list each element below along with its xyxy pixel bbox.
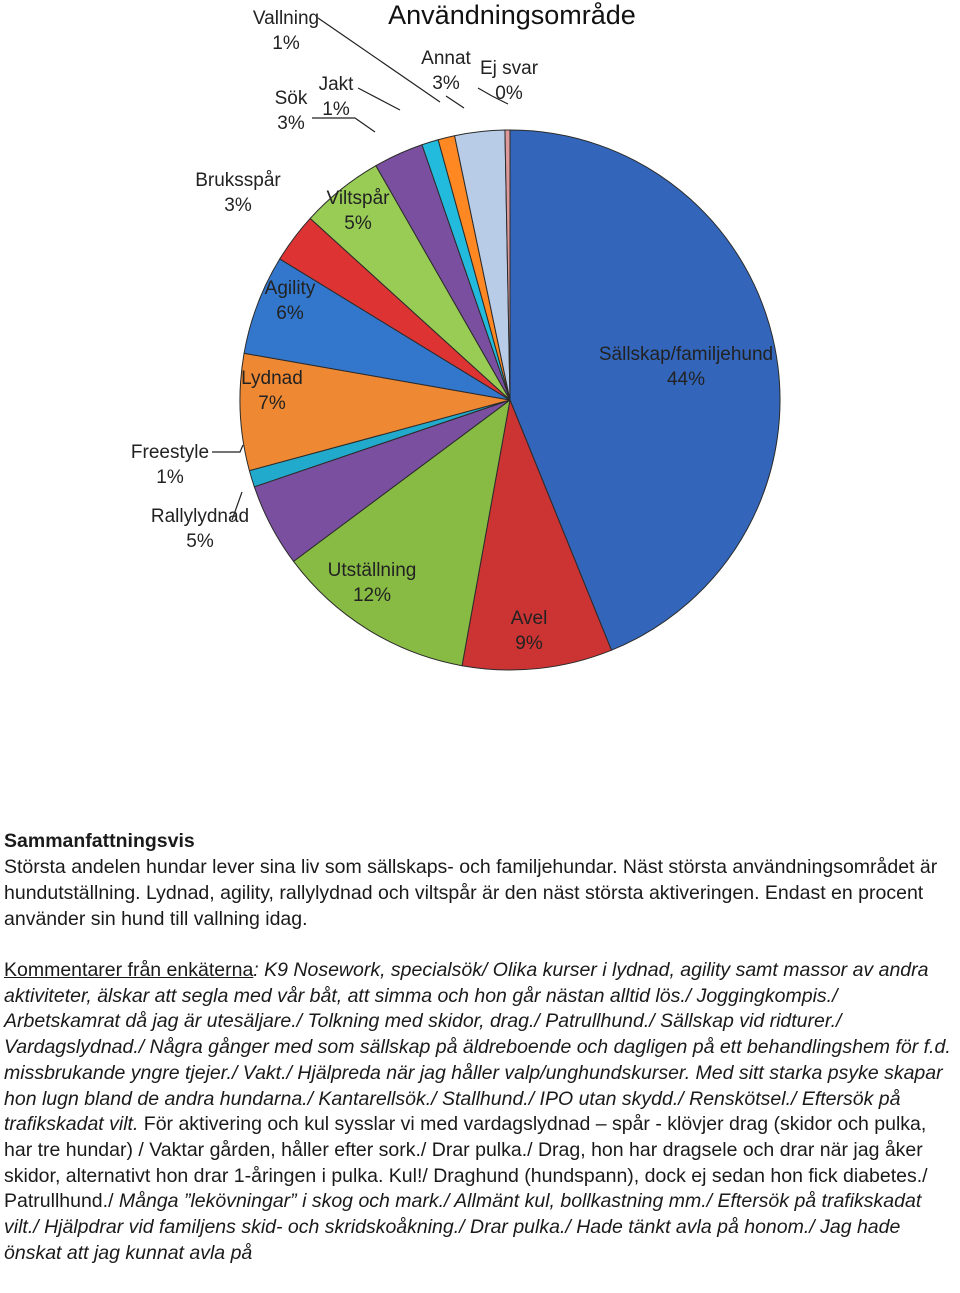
slice-value-label: 1% bbox=[156, 467, 184, 488]
comments-label: Kommentarer från enkäterna bbox=[4, 959, 254, 981]
slice-label: Avel bbox=[510, 608, 548, 629]
slice-value-label: 3% bbox=[224, 195, 252, 216]
summary-text: Största andelen hundar lever sina liv som sällskaps- och familjehundar. Näst största användningsområdet är hundutställning. Lydnad, agility, rallylydnad och viltspår är den näst största aktiveringen. Endast en procent använder sin hund till vallning idag. bbox=[4, 856, 938, 930]
slice-value-label: 3% bbox=[432, 73, 460, 94]
slice-value-label: 7% bbox=[258, 393, 286, 414]
slice-value-label: 12% bbox=[352, 585, 392, 606]
slice-value-label: 44% bbox=[666, 369, 706, 390]
slice-label: Sällskap/familjehund bbox=[598, 344, 774, 365]
slice-label: Viltspår bbox=[326, 188, 390, 209]
slice-label: Jakt bbox=[318, 74, 354, 95]
slice-label: Annat bbox=[421, 48, 471, 69]
summary-heading: Sammanfattningsvis bbox=[4, 830, 195, 852]
slice-label: Lydnad bbox=[241, 368, 303, 389]
leader-line bbox=[212, 445, 243, 452]
slice-label: Ej svar bbox=[479, 58, 539, 79]
slice-label: Vallning bbox=[252, 8, 320, 29]
slice-value-label: 5% bbox=[186, 531, 214, 552]
slice-label: Freestyle bbox=[130, 442, 210, 463]
slice-label: Utställning bbox=[327, 560, 417, 581]
slice-value-label: 5% bbox=[344, 213, 372, 234]
slice-value-label: 1% bbox=[272, 33, 300, 54]
pie-slices bbox=[240, 130, 780, 670]
chart-title: Användningsområde bbox=[388, 0, 636, 30]
leader-line bbox=[358, 88, 400, 110]
slice-label: Sök bbox=[274, 88, 308, 109]
slice-label: Rallylydnad bbox=[150, 506, 250, 527]
slice-value-label: 3% bbox=[277, 113, 305, 134]
leader-line bbox=[312, 118, 375, 132]
comments-text-italic-1: : K9 Nosework, specialsök/ Olika kurser i lydnad, agility samt massor av andra aktiviteter, älskar att segla med vår båt, att simma och hon går nästan alltid lös./ Joggingkompis./ Arbetskamrat då jag är utesäljare./ Tolkning med skidor, drag./ Patrullhund./ Sällskap vid ridturer./ Vardagslydnad./ Några gånger med som sällskap på äldreboende och dagligen på ett behandlingshem för f.d. missbrukande yngre tjejer./ Vakt./ Hjälpreda när jag håller valp/unghundskurser. Med sitt starka psyke skapar hon lugn bland de andra hundarna./ Kantarellsök./ Stallhund./ IPO utan skydd./ Renskötsel./ Eftersök på trafikskadat vilt. bbox=[4, 959, 951, 1136]
slice-value-label: 1% bbox=[322, 99, 350, 120]
comments-section bbox=[4, 958, 956, 1266]
slice-label: Agility bbox=[264, 278, 316, 299]
slice-value-label: 6% bbox=[276, 303, 304, 324]
summary-section bbox=[4, 828, 956, 932]
comments-text-upright: För aktivering och kul sysslar vi med vardagslydnad – spår - klövjer drag (skidor och pulka, har tre hundar) / Vaktar gården, håller efter sork./ Drar pulka./ Drag, hon har dragsele och drar när jag åker skidor, alternativt hon drar 1-åringen i pulka. Kul!/ Draghund (hundspann), dock ej sedan hon fick diabetes./ Patrullhund./ bbox=[4, 1113, 928, 1213]
slice-label: Bruksspår bbox=[195, 170, 281, 191]
slice-value-label: 0% bbox=[495, 83, 523, 104]
leader-line bbox=[446, 96, 464, 108]
slice-value-label: 9% bbox=[515, 633, 543, 654]
comments-text-italic-2: Många ”lekövningar” i skog och mark./ Allmänt kul, bollkastning mm./ Eftersök på trafikskadat vilt./ Hjälpdrar vid familjens skid- och skridskoåkning./ Drar pulka./ Hade tänkt avla på honom./ Jag hade önskat att jag kunnat avla på bbox=[4, 1190, 922, 1264]
